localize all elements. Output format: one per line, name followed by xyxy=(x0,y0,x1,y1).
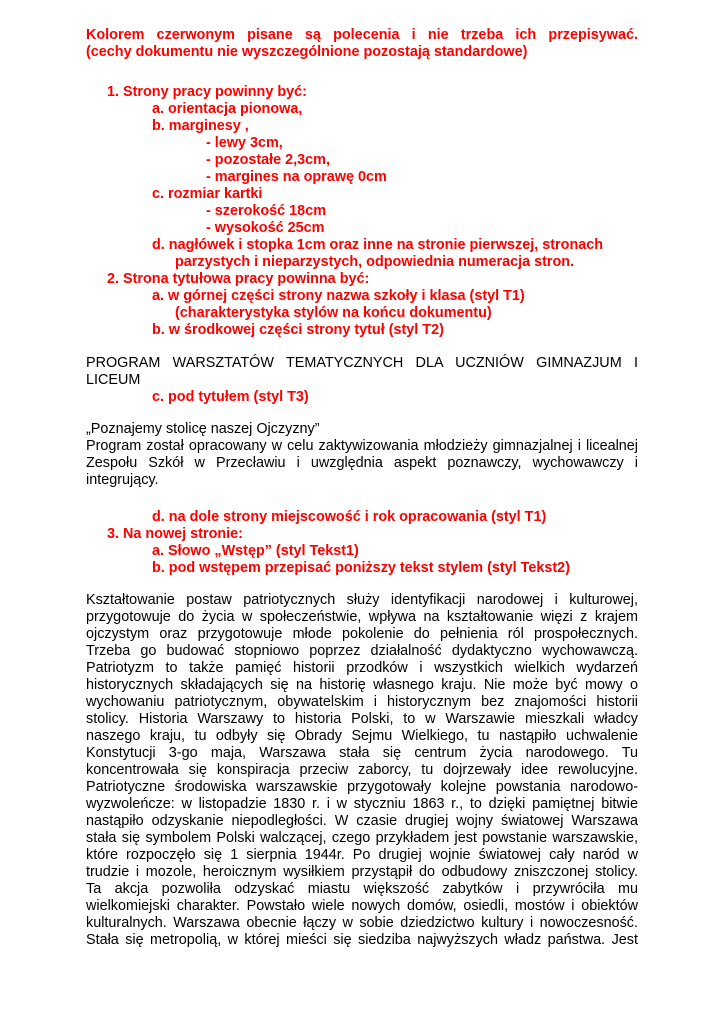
body-line: trudzie i mozole, heroicznym wysiłkiem przystąpił do odbudowy zniszczonej stolicy. xyxy=(86,864,638,880)
body-line: stolicy. Historia Warszawy to historia Polski, to w Warszawie mieszkali władcy xyxy=(86,711,638,727)
item-3b: b. pod wstępem przepisać poniższy tekst stylem (styl Tekst2) xyxy=(152,560,570,576)
body-line: koncentrowała się konspiracja przeciw zaborcy, tu dojrzewały idee rewolucyjne. xyxy=(86,762,638,778)
item-1b: b. marginesy , xyxy=(152,118,249,134)
program-title xyxy=(86,355,638,389)
description-line-3: integrujący. xyxy=(86,472,159,488)
program-title-line-1: PROGRAM WARSZTATÓW TEMATYCZNYCH DLA UCZNIÓW GIMNAZJUM I xyxy=(86,355,638,371)
instructions-line-2: (cechy dokumentu nie wyszczególnione pozostają standardowe) xyxy=(86,44,528,60)
body-text xyxy=(86,592,638,949)
program-title-line-2: LICEUM xyxy=(86,372,141,388)
item-1c-width: - szerokość 18cm xyxy=(206,203,326,219)
body-line: nastąpiło odzyskanie niepodległości. W czasie drugiej wojny światowej Warszawa xyxy=(86,813,638,829)
item-1d-line-1: d. nagłówek i stopka 1cm oraz inne na stronie pierwszej, stronach xyxy=(152,237,604,253)
item-2a-line-1: a. w górnej części strony nazwa szkoły i klasa (styl T1) xyxy=(152,288,525,304)
item-1c-height: - wysokość 25cm xyxy=(206,220,325,236)
item-1b-binding-margin: - margines na oprawę 0cm xyxy=(206,169,387,185)
item-3a: a. Słowo „Wstęp” (styl Tekst1) xyxy=(152,543,359,559)
item-1a: a. orientacja pionowa, xyxy=(152,101,303,117)
body-line: kulturalnych. Warszawa obecnie łączy w sobie dziedzictwo kultury i nowoczesność. xyxy=(86,915,638,931)
body-line: przygotowuje do życia w społeczeństwie, wpływa na kształtowanie więzi z krajem xyxy=(86,609,638,625)
item-1b-left-margin: - lewy 3cm, xyxy=(206,135,283,151)
body-line: naszego kraju, tu odbyły się Obrady Sejmu Wielkiego, tu nastąpiło uchwalenie xyxy=(86,728,638,744)
section-2-heading: 2. Strona tytułowa pracy powinna być: xyxy=(107,271,370,287)
description-line-2: Zespołu Szkół w Przecławiu i uwzględnia aspekt poznawczy, wychowawczy i xyxy=(86,455,638,471)
subtitle: „Poznajemy stolicę naszej Ojczyzny” xyxy=(86,421,320,437)
body-line: historycznych składających się na historię własnego kraju. Nie może być mowy o xyxy=(86,677,638,693)
item-2d: d. na dole strony miejscowość i rok opracowania (styl T1) xyxy=(152,509,547,525)
section-3-heading: 3. Na nowej stronie: xyxy=(107,526,243,542)
item-2a-line-2: (charakterystyka stylów na końcu dokumentu) xyxy=(175,305,492,321)
item-2c: c. pod tytułem (styl T3) xyxy=(152,389,309,405)
body-line: Patriotyczne środowiska warszawskie przygotowały kolejne powstania narodowo- xyxy=(86,779,638,795)
body-line: Patriotyzm to także pamięć historii przodków i wszystkich wielkich wydarzeń xyxy=(86,660,638,676)
section-1-heading: 1. Strony pracy powinny być: xyxy=(107,84,307,100)
body-line: wyzwoleńcze: w listopadzie 1830 r. i w styczniu 1863 r., to dzięki pamiętnej bitwie xyxy=(86,796,638,812)
body-line: Kształtowanie postaw patriotycznych służy identyfikacji narodowej i kulturowej, xyxy=(86,592,638,608)
item-1d-line-2: parzystych i nieparzystych, odpowiednia numeracja stron. xyxy=(175,254,575,270)
item-1b-other-margins: - pozostałe 2,3cm, xyxy=(206,152,330,168)
instructions-note xyxy=(86,27,638,61)
body-line: Trzeba go budować stopniowo poprzez działalność dydaktyczno wychowawczą. xyxy=(86,643,638,659)
body-line: stała się symbolem Polski walczącej, czego przykładem jest powstanie warszawskie, xyxy=(86,830,638,846)
body-line: ojczystym oraz przygotowuje młode pokolenie do pełnienia ról prospołecznych. xyxy=(86,626,638,642)
instructions-line-1: Kolorem czerwonym pisane są polecenia i nie trzeba ich przepisywać. xyxy=(86,27,638,43)
description xyxy=(86,438,638,489)
body-line: Stała się metropolią, w której mieści się siedziba najwyższych władz państwa. Jest xyxy=(86,932,638,948)
item-1c: c. rozmiar kartki xyxy=(152,186,263,202)
body-line: które rozpoczęło się 1 sierpnia 1944r. Po drugiej wojnie światowej cały naród w xyxy=(86,847,638,863)
description-line-1: Program został opracowany w celu zaktywizowania młodzieży gimnazjalnej i licealnej xyxy=(86,438,638,454)
body-line: Ta akcja pozwoliła odzyskać miastu większość zabytków i przywróciła mu xyxy=(86,881,638,897)
body-line: wychowaniu patriotycznym, obywatelskim i historycznym bez znajomości historii xyxy=(86,694,638,710)
item-2b: b. w środkowej części strony tytuł (styl T2) xyxy=(152,322,444,338)
body-line: Konstytucji 3-go maja, Warszawa stała się centrum życia narodowego. Tu xyxy=(86,745,638,761)
body-line: wielkomiejski charakter. Powstało wiele nowych domów, osiedli, mostów i obiektów xyxy=(86,898,638,914)
